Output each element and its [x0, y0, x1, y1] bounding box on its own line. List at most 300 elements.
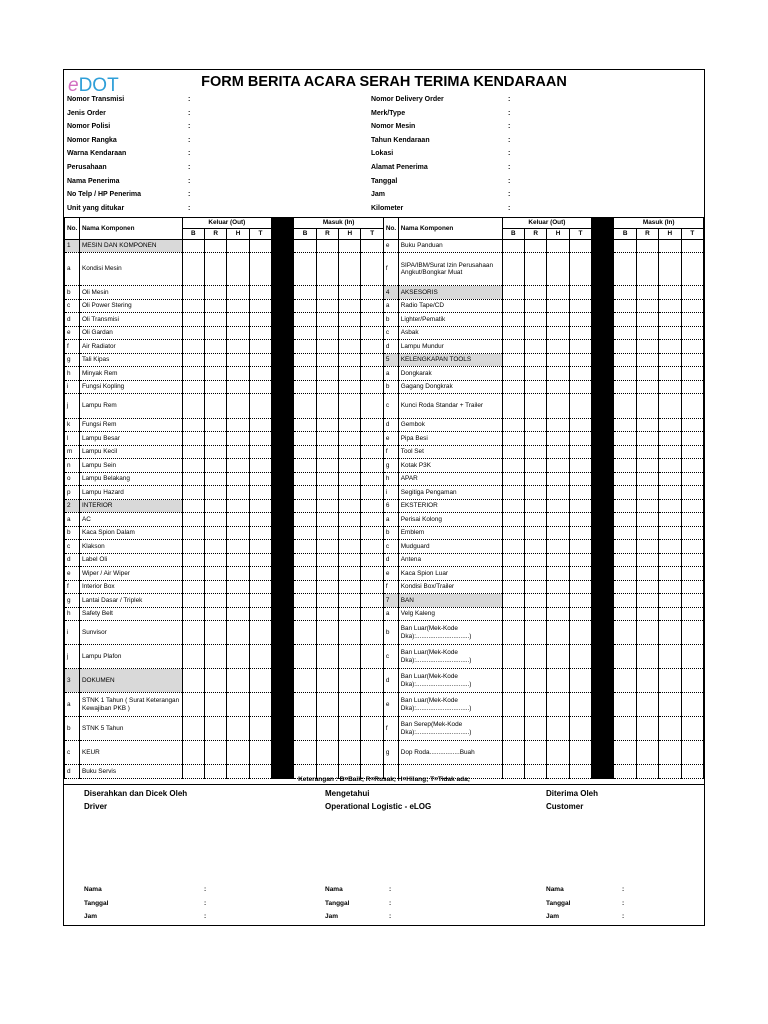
- table-row: [65, 594, 704, 608]
- info-colon: :: [188, 96, 191, 103]
- check-cell: [659, 253, 681, 286]
- check-cell: [227, 419, 249, 432]
- check-cell: [316, 594, 338, 608]
- check-cell: [205, 354, 227, 367]
- check-cell: [361, 513, 383, 527]
- check-cell: [294, 300, 316, 313]
- black-divider: [592, 500, 614, 513]
- check-cell: [502, 381, 524, 394]
- signer-field-label: Jam: [546, 913, 560, 920]
- check-cell: [294, 513, 316, 527]
- info-label: Perusahaan: [67, 164, 107, 171]
- check-cell: [659, 621, 681, 645]
- header-masuk: Masuk (In): [294, 218, 383, 229]
- check-cell: [205, 240, 227, 253]
- check-cell: [681, 741, 703, 765]
- row-no: h: [65, 367, 80, 381]
- check-cell: [227, 367, 249, 381]
- check-cell: [614, 313, 636, 327]
- row-component-name: Dop Roda.................Buah: [398, 741, 502, 765]
- row-component-name: Label Oli: [79, 554, 182, 567]
- table-row: [65, 540, 704, 554]
- check-cell: [361, 473, 383, 486]
- check-cell: [502, 313, 524, 327]
- check-cell: [659, 340, 681, 354]
- signer-role: Driver: [84, 802, 108, 811]
- check-cell: [502, 446, 524, 459]
- check-cell: [614, 717, 636, 741]
- black-divider: [272, 473, 294, 486]
- check-cell: [182, 669, 204, 693]
- row-no: i: [65, 381, 80, 394]
- check-cell: [614, 367, 636, 381]
- row-component-name: MESIN DAN KOMPONEN: [79, 240, 182, 253]
- check-cell: [249, 567, 271, 581]
- check-cell: [614, 645, 636, 669]
- check-cell: [681, 253, 703, 286]
- row-no: b: [65, 717, 80, 741]
- check-cell: [659, 486, 681, 500]
- row-no: m: [65, 446, 80, 459]
- row-no: j: [65, 645, 80, 669]
- check-cell: [525, 367, 547, 381]
- header-r: R: [636, 229, 658, 240]
- check-cell: [316, 540, 338, 554]
- black-divider: [272, 394, 294, 419]
- black-divider: [592, 486, 614, 500]
- check-cell: [227, 240, 249, 253]
- black-divider: [272, 446, 294, 459]
- check-cell: [205, 581, 227, 594]
- table-row: [65, 621, 704, 645]
- check-cell: [294, 581, 316, 594]
- table-row: [65, 340, 704, 354]
- check-cell: [339, 253, 361, 286]
- check-cell: [636, 327, 658, 340]
- check-cell: [205, 594, 227, 608]
- check-cell: [614, 327, 636, 340]
- check-cell: [316, 513, 338, 527]
- header-r: R: [525, 229, 547, 240]
- row-no: d: [383, 419, 398, 432]
- check-cell: [681, 527, 703, 540]
- check-cell: [182, 327, 204, 340]
- check-cell: [659, 432, 681, 446]
- check-cell: [525, 581, 547, 594]
- check-cell: [249, 313, 271, 327]
- check-cell: [547, 286, 569, 300]
- check-cell: [681, 621, 703, 645]
- info-colon: :: [508, 109, 511, 117]
- check-cell: [294, 446, 316, 459]
- row-no: c: [383, 327, 398, 340]
- check-cell: [525, 446, 547, 459]
- check-cell: [361, 669, 383, 693]
- row-component-name: EKSTERIOR: [398, 500, 502, 513]
- check-cell: [636, 741, 658, 765]
- check-cell: [636, 459, 658, 473]
- check-cell: [182, 381, 204, 394]
- check-cell: [614, 669, 636, 693]
- check-cell: [614, 693, 636, 717]
- check-cell: [502, 286, 524, 300]
- row-component-name: Kaca Spion Dalam: [79, 527, 182, 540]
- table-row: [65, 394, 704, 419]
- check-cell: [659, 473, 681, 486]
- row-no: f: [383, 581, 398, 594]
- row-component-name: Tali Kipas: [79, 354, 182, 367]
- check-cell: [614, 419, 636, 432]
- check-cell: [339, 717, 361, 741]
- check-cell: [227, 500, 249, 513]
- table-row: [65, 473, 704, 486]
- check-cell: [659, 513, 681, 527]
- info-label: Unit yang ditukar: [67, 204, 125, 212]
- info-colon: :: [188, 150, 191, 158]
- check-cell: [361, 527, 383, 540]
- check-cell: [636, 354, 658, 367]
- check-cell: [182, 354, 204, 367]
- table-row: [65, 327, 704, 340]
- signer-title: Mengetahui: [325, 789, 370, 798]
- check-cell: [636, 381, 658, 394]
- check-cell: [339, 645, 361, 669]
- row-no: e: [383, 240, 398, 253]
- check-cell: [227, 486, 249, 500]
- check-cell: [547, 340, 569, 354]
- check-cell: [614, 354, 636, 367]
- check-cell: [569, 367, 591, 381]
- check-cell: [316, 717, 338, 741]
- row-component-name: AC: [79, 513, 182, 527]
- check-cell: [547, 567, 569, 581]
- check-cell: [182, 621, 204, 645]
- table-row: [65, 286, 704, 300]
- table-row: [65, 313, 704, 327]
- check-cell: [361, 394, 383, 419]
- check-cell: [636, 432, 658, 446]
- edot-logo: eDOT: [68, 75, 119, 96]
- check-cell: [205, 540, 227, 554]
- signer-field-label: Tanggal: [84, 899, 109, 907]
- black-divider: [592, 608, 614, 621]
- check-cell: [182, 340, 204, 354]
- check-cell: [294, 419, 316, 432]
- check-cell: [316, 240, 338, 253]
- check-cell: [659, 286, 681, 300]
- signer-field-label: Jam: [84, 913, 98, 920]
- check-cell: [636, 473, 658, 486]
- check-cell: [636, 367, 658, 381]
- info-label: Warna Kendaraan: [67, 150, 127, 158]
- check-cell: [205, 253, 227, 286]
- check-cell: [525, 486, 547, 500]
- check-cell: [339, 340, 361, 354]
- row-component-name: BAN: [398, 594, 502, 608]
- check-cell: [182, 540, 204, 554]
- check-cell: [227, 581, 249, 594]
- check-cell: [316, 394, 338, 419]
- check-cell: [182, 446, 204, 459]
- check-cell: [205, 741, 227, 765]
- check-cell: [681, 240, 703, 253]
- check-cell: [361, 432, 383, 446]
- row-no: f: [65, 340, 80, 354]
- row-component-name: Fungsi Kopling: [79, 381, 182, 394]
- check-cell: [636, 513, 658, 527]
- check-cell: [227, 717, 249, 741]
- black-divider: [272, 693, 294, 717]
- check-cell: [659, 459, 681, 473]
- check-cell: [569, 300, 591, 313]
- check-cell: [525, 741, 547, 765]
- check-cell: [361, 594, 383, 608]
- row-no: g: [383, 459, 398, 473]
- check-cell: [294, 717, 316, 741]
- check-cell: [294, 354, 316, 367]
- black-divider: [272, 594, 294, 608]
- check-cell: [569, 669, 591, 693]
- check-cell: [681, 394, 703, 419]
- check-cell: [339, 300, 361, 313]
- check-cell: [659, 540, 681, 554]
- check-cell: [294, 594, 316, 608]
- row-no: d: [65, 313, 80, 327]
- black-divider: [272, 300, 294, 313]
- black-divider: [272, 741, 294, 765]
- check-cell: [361, 567, 383, 581]
- row-component-name: Klakson: [79, 540, 182, 554]
- signer-field-colon: :: [389, 886, 392, 893]
- header-h: H: [339, 229, 361, 240]
- check-cell: [502, 645, 524, 669]
- check-cell: [569, 327, 591, 340]
- check-cell: [525, 500, 547, 513]
- check-cell: [182, 581, 204, 594]
- check-cell: [227, 554, 249, 567]
- check-cell: [249, 645, 271, 669]
- check-cell: [614, 567, 636, 581]
- signer-field-label: Jam: [325, 913, 339, 920]
- check-cell: [205, 513, 227, 527]
- black-divider: [592, 693, 614, 717]
- header-t: T: [249, 229, 271, 240]
- check-cell: [294, 645, 316, 669]
- header-keluar: Keluar (Out): [502, 218, 591, 229]
- check-cell: [205, 286, 227, 300]
- row-no: b: [383, 381, 398, 394]
- table-row: [65, 381, 704, 394]
- check-cell: [502, 567, 524, 581]
- check-cell: [249, 432, 271, 446]
- info-label: Nomor Delivery Order: [371, 96, 444, 103]
- check-cell: [249, 367, 271, 381]
- info-label: Alamat Penerima: [371, 164, 428, 171]
- row-no: a: [65, 513, 80, 527]
- check-cell: [659, 300, 681, 313]
- check-cell: [659, 645, 681, 669]
- check-cell: [547, 581, 569, 594]
- check-cell: [569, 581, 591, 594]
- black-divider: [272, 367, 294, 381]
- check-cell: [502, 608, 524, 621]
- check-cell: [205, 473, 227, 486]
- header-h: H: [227, 229, 249, 240]
- check-cell: [636, 446, 658, 459]
- row-component-name: Lampu Belakang: [79, 473, 182, 486]
- check-cell: [249, 621, 271, 645]
- row-component-name: INTERIOR: [79, 500, 182, 513]
- check-cell: [361, 540, 383, 554]
- check-cell: [681, 594, 703, 608]
- black-divider: [592, 253, 614, 286]
- black-divider: [592, 381, 614, 394]
- row-component-name: Radio Tape/CD: [398, 300, 502, 313]
- check-cell: [681, 300, 703, 313]
- row-component-name: Kotak P3K: [398, 459, 502, 473]
- header-h: H: [659, 229, 681, 240]
- row-component-name: Air Radiator: [79, 340, 182, 354]
- check-cell: [681, 645, 703, 669]
- check-cell: [659, 313, 681, 327]
- check-cell: [659, 669, 681, 693]
- check-cell: [361, 645, 383, 669]
- check-cell: [502, 554, 524, 567]
- row-no: g: [65, 594, 80, 608]
- check-cell: [227, 340, 249, 354]
- check-cell: [205, 527, 227, 540]
- check-cell: [614, 527, 636, 540]
- info-colon: :: [508, 191, 511, 199]
- check-cell: [681, 717, 703, 741]
- check-cell: [182, 473, 204, 486]
- check-cell: [681, 473, 703, 486]
- info-colon: :: [508, 164, 511, 171]
- check-cell: [361, 313, 383, 327]
- check-cell: [339, 367, 361, 381]
- check-cell: [569, 286, 591, 300]
- check-cell: [316, 581, 338, 594]
- row-component-name: Asbak: [398, 327, 502, 340]
- row-component-name: Antena: [398, 554, 502, 567]
- checklist-table: [64, 217, 704, 779]
- check-cell: [502, 327, 524, 340]
- check-cell: [249, 741, 271, 765]
- check-cell: [294, 253, 316, 286]
- check-cell: [502, 459, 524, 473]
- check-cell: [182, 594, 204, 608]
- check-cell: [316, 500, 338, 513]
- check-cell: [361, 486, 383, 500]
- check-cell: [681, 446, 703, 459]
- black-divider: [272, 645, 294, 669]
- check-cell: [339, 741, 361, 765]
- table-row: [65, 554, 704, 567]
- check-cell: [636, 340, 658, 354]
- info-label: Nomor Mesin: [371, 123, 416, 131]
- row-no: n: [65, 459, 80, 473]
- check-cell: [547, 669, 569, 693]
- check-cell: [502, 581, 524, 594]
- row-component-name: Oli Transmisi: [79, 313, 182, 327]
- black-divider: [592, 313, 614, 327]
- table-row: [65, 645, 704, 669]
- black-divider: [592, 717, 614, 741]
- check-cell: [569, 500, 591, 513]
- black-divider: [592, 741, 614, 765]
- check-cell: [502, 527, 524, 540]
- check-cell: [249, 253, 271, 286]
- check-cell: [249, 527, 271, 540]
- row-component-name: Segitiga Pengaman: [398, 486, 502, 500]
- row-no: e: [383, 432, 398, 446]
- check-cell: [227, 693, 249, 717]
- row-no: a: [383, 367, 398, 381]
- check-cell: [681, 500, 703, 513]
- check-cell: [182, 459, 204, 473]
- check-cell: [547, 381, 569, 394]
- check-cell: [569, 554, 591, 567]
- check-cell: [339, 327, 361, 340]
- row-component-name: Sunvisor: [79, 621, 182, 645]
- check-cell: [182, 286, 204, 300]
- check-cell: [569, 513, 591, 527]
- check-cell: [636, 286, 658, 300]
- check-cell: [182, 693, 204, 717]
- check-cell: [339, 527, 361, 540]
- check-cell: [681, 554, 703, 567]
- check-cell: [636, 540, 658, 554]
- check-cell: [182, 367, 204, 381]
- check-cell: [547, 394, 569, 419]
- row-no: d: [65, 765, 80, 779]
- check-cell: [361, 621, 383, 645]
- check-cell: [316, 313, 338, 327]
- check-cell: [205, 327, 227, 340]
- check-cell: [636, 567, 658, 581]
- check-cell: [316, 621, 338, 645]
- header-h: H: [547, 229, 569, 240]
- check-cell: [569, 459, 591, 473]
- check-cell: [249, 459, 271, 473]
- check-cell: [681, 354, 703, 367]
- check-cell: [659, 693, 681, 717]
- black-divider: [272, 608, 294, 621]
- check-cell: [227, 381, 249, 394]
- check-cell: [249, 513, 271, 527]
- row-component-name: Wiper / Air Wiper: [79, 567, 182, 581]
- check-cell: [502, 621, 524, 645]
- black-divider: [272, 286, 294, 300]
- check-cell: [525, 473, 547, 486]
- check-cell: [316, 381, 338, 394]
- row-no: f: [383, 717, 398, 741]
- black-divider: [592, 286, 614, 300]
- check-cell: [294, 608, 316, 621]
- check-cell: [614, 486, 636, 500]
- black-divider: [592, 594, 614, 608]
- check-cell: [569, 381, 591, 394]
- check-cell: [182, 394, 204, 419]
- row-no: a: [383, 300, 398, 313]
- black-divider: [592, 554, 614, 567]
- check-cell: [502, 300, 524, 313]
- check-cell: [569, 527, 591, 540]
- info-label: Nomor Rangka: [67, 136, 117, 144]
- check-cell: [502, 240, 524, 253]
- check-cell: [681, 459, 703, 473]
- check-cell: [294, 432, 316, 446]
